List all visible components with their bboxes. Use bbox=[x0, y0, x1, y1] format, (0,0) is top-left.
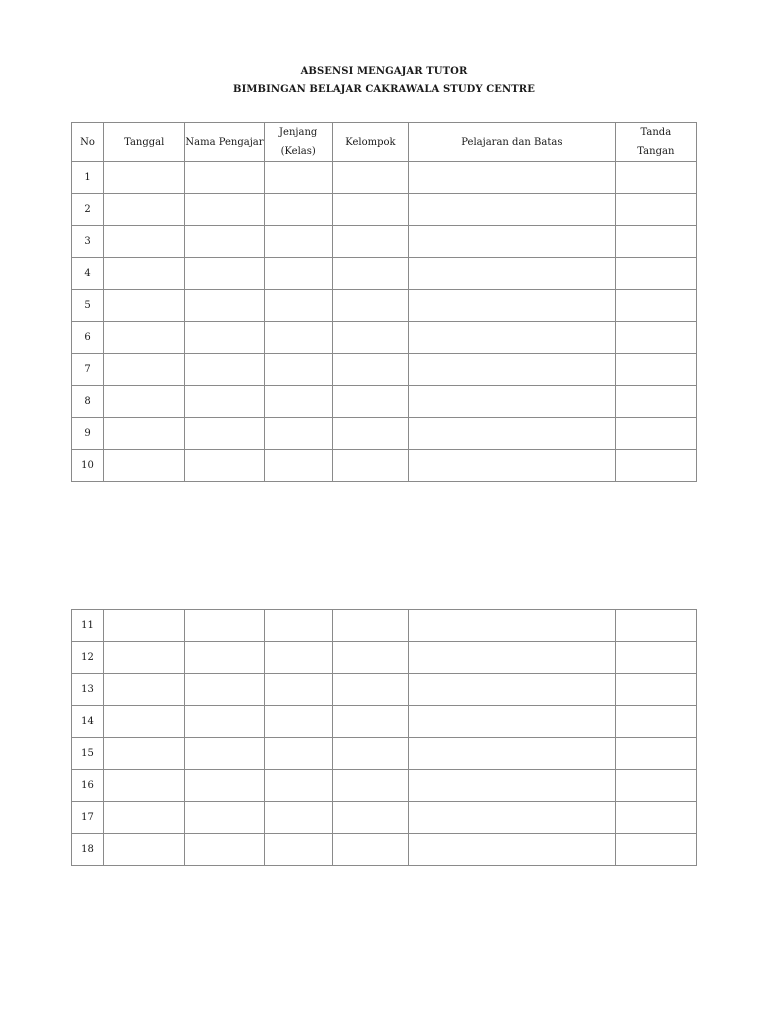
nama-pengajar-cell[interactable] bbox=[185, 450, 264, 482]
table-row bbox=[72, 194, 697, 226]
row-number-cell: 3 bbox=[72, 226, 104, 258]
nama-pengajar-cell[interactable] bbox=[185, 674, 264, 706]
jenjang-kelas-cell[interactable] bbox=[264, 226, 332, 258]
table-row bbox=[72, 706, 697, 738]
row-number-cell: 9 bbox=[72, 418, 104, 450]
nama-pengajar-cell[interactable] bbox=[185, 162, 264, 194]
table-row bbox=[72, 674, 697, 706]
jenjang-kelas-cell[interactable] bbox=[264, 322, 332, 354]
row-number-cell: 2 bbox=[72, 194, 104, 226]
nama-pengajar-cell[interactable] bbox=[185, 354, 264, 386]
jenjang-kelas-cell[interactable] bbox=[264, 450, 332, 482]
tanda-tangan-cell[interactable] bbox=[615, 194, 696, 226]
row-number-cell: 8 bbox=[72, 386, 104, 418]
pelajaran-dan-batas-cell[interactable] bbox=[409, 674, 616, 706]
row-number-cell: 12 bbox=[72, 642, 104, 674]
tanda-tangan-cell[interactable] bbox=[615, 322, 696, 354]
table-row bbox=[72, 642, 697, 674]
tanggal-cell[interactable] bbox=[104, 162, 185, 194]
header-jenjang-kelas: Jenjang (Kelas) bbox=[264, 123, 332, 162]
tanda-tangan-cell[interactable] bbox=[615, 770, 696, 802]
row-number-cell: 1 bbox=[72, 162, 104, 194]
pelajaran-dan-batas-cell[interactable] bbox=[409, 450, 616, 482]
pelajaran-dan-batas-cell[interactable] bbox=[409, 802, 616, 834]
nama-pengajar-cell[interactable] bbox=[185, 738, 264, 770]
table-row bbox=[72, 258, 697, 290]
tanda-tangan-cell[interactable] bbox=[615, 226, 696, 258]
pelajaran-dan-batas-cell[interactable] bbox=[409, 354, 616, 386]
pelajaran-dan-batas-cell[interactable] bbox=[409, 258, 616, 290]
tanda-tangan-cell[interactable] bbox=[615, 354, 696, 386]
tanggal-cell[interactable] bbox=[104, 610, 185, 642]
tanggal-cell[interactable] bbox=[104, 706, 185, 738]
kelompok-cell[interactable] bbox=[332, 386, 408, 418]
pelajaran-dan-batas-cell[interactable] bbox=[409, 386, 616, 418]
header-tanda-tangan: Tanda Tangan bbox=[615, 123, 696, 162]
tanda-tangan-cell[interactable] bbox=[615, 418, 696, 450]
document-subtitle: BIMBINGAN BELAJAR CAKRAWALA STUDY CENTRE bbox=[233, 84, 535, 95]
tanggal-cell[interactable] bbox=[104, 290, 185, 322]
pelajaran-dan-batas-cell[interactable] bbox=[409, 194, 616, 226]
tanda-tangan-cell[interactable] bbox=[615, 290, 696, 322]
kelompok-cell[interactable] bbox=[332, 834, 408, 866]
pelajaran-dan-batas-cell[interactable] bbox=[409, 322, 616, 354]
row-number-cell: 7 bbox=[72, 354, 104, 386]
table-row bbox=[72, 610, 697, 642]
table-row bbox=[72, 450, 697, 482]
nama-pengajar-cell[interactable] bbox=[185, 834, 264, 866]
nama-pengajar-cell[interactable] bbox=[185, 418, 264, 450]
tanggal-cell[interactable] bbox=[104, 322, 185, 354]
tanggal-cell[interactable] bbox=[104, 258, 185, 290]
kelompok-cell[interactable] bbox=[332, 226, 408, 258]
attendance-table-continued bbox=[71, 609, 697, 866]
tanda-tangan-cell[interactable] bbox=[615, 642, 696, 674]
nama-pengajar-cell[interactable] bbox=[185, 642, 264, 674]
row-number-cell: 4 bbox=[72, 258, 104, 290]
table-row bbox=[72, 738, 697, 770]
tanggal-cell[interactable] bbox=[104, 834, 185, 866]
row-number-cell: 14 bbox=[72, 706, 104, 738]
nama-pengajar-cell[interactable] bbox=[185, 706, 264, 738]
header-nama-pengajar: Nama Pengajar bbox=[185, 123, 264, 162]
jenjang-kelas-cell[interactable] bbox=[264, 770, 332, 802]
pelajaran-dan-batas-cell[interactable] bbox=[409, 418, 616, 450]
kelompok-cell[interactable] bbox=[332, 162, 408, 194]
tanggal-cell[interactable] bbox=[104, 386, 185, 418]
jenjang-kelas-cell[interactable] bbox=[264, 194, 332, 226]
kelompok-cell[interactable] bbox=[332, 258, 408, 290]
jenjang-kelas-cell[interactable] bbox=[264, 738, 332, 770]
nama-pengajar-cell[interactable] bbox=[185, 290, 264, 322]
tanda-tangan-cell[interactable] bbox=[615, 450, 696, 482]
jenjang-kelas-cell[interactable] bbox=[264, 290, 332, 322]
row-number-cell: 18 bbox=[72, 834, 104, 866]
pelajaran-dan-batas-cell[interactable] bbox=[409, 290, 616, 322]
tanggal-cell[interactable] bbox=[104, 674, 185, 706]
kelompok-cell[interactable] bbox=[332, 738, 408, 770]
jenjang-kelas-cell[interactable] bbox=[264, 354, 332, 386]
row-number-cell: 5 bbox=[72, 290, 104, 322]
tanggal-cell[interactable] bbox=[104, 194, 185, 226]
table-row bbox=[72, 802, 697, 834]
tanda-tangan-cell[interactable] bbox=[615, 834, 696, 866]
kelompok-cell[interactable] bbox=[332, 674, 408, 706]
table-row bbox=[72, 290, 697, 322]
header-no: No bbox=[72, 123, 104, 162]
tanda-tangan-cell[interactable] bbox=[615, 386, 696, 418]
table-row bbox=[72, 354, 697, 386]
table-row bbox=[72, 322, 697, 354]
table-row bbox=[72, 770, 697, 802]
tanda-tangan-cell[interactable] bbox=[615, 706, 696, 738]
kelompok-cell[interactable] bbox=[332, 418, 408, 450]
nama-pengajar-cell[interactable] bbox=[185, 610, 264, 642]
nama-pengajar-cell[interactable] bbox=[185, 258, 264, 290]
kelompok-cell[interactable] bbox=[332, 450, 408, 482]
pelajaran-dan-batas-cell[interactable] bbox=[409, 226, 616, 258]
nama-pengajar-cell[interactable] bbox=[185, 386, 264, 418]
tanggal-cell[interactable] bbox=[104, 642, 185, 674]
jenjang-kelas-cell[interactable] bbox=[264, 162, 332, 194]
tanggal-cell[interactable] bbox=[104, 770, 185, 802]
kelompok-cell[interactable] bbox=[332, 642, 408, 674]
kelompok-cell[interactable] bbox=[332, 290, 408, 322]
tanggal-cell[interactable] bbox=[104, 450, 185, 482]
table-row bbox=[72, 162, 697, 194]
nama-pengajar-cell[interactable] bbox=[185, 770, 264, 802]
row-number-cell: 10 bbox=[72, 450, 104, 482]
tanda-tangan-cell[interactable] bbox=[615, 802, 696, 834]
table-header bbox=[72, 123, 697, 162]
pelajaran-dan-batas-cell[interactable] bbox=[409, 770, 616, 802]
nama-pengajar-cell[interactable] bbox=[185, 226, 264, 258]
tanggal-cell[interactable] bbox=[104, 738, 185, 770]
kelompok-cell[interactable] bbox=[332, 322, 408, 354]
table-row bbox=[72, 386, 697, 418]
nama-pengajar-cell[interactable] bbox=[185, 194, 264, 226]
tanggal-cell[interactable] bbox=[104, 354, 185, 386]
document-title: ABSENSI MENGAJAR TUTOR bbox=[300, 66, 468, 77]
tanggal-cell[interactable] bbox=[104, 226, 185, 258]
tanda-tangan-cell[interactable] bbox=[615, 674, 696, 706]
table-body bbox=[72, 162, 697, 482]
kelompok-cell[interactable] bbox=[332, 194, 408, 226]
tanda-tangan-cell[interactable] bbox=[615, 258, 696, 290]
pelajaran-dan-batas-cell[interactable] bbox=[409, 610, 616, 642]
header-row bbox=[72, 123, 697, 162]
jenjang-kelas-cell[interactable] bbox=[264, 610, 332, 642]
pelajaran-dan-batas-cell[interactable] bbox=[409, 642, 616, 674]
tanggal-cell[interactable] bbox=[104, 802, 185, 834]
jenjang-kelas-cell[interactable] bbox=[264, 418, 332, 450]
table-row bbox=[72, 418, 697, 450]
tanda-tangan-cell[interactable] bbox=[615, 610, 696, 642]
kelompok-cell[interactable] bbox=[332, 802, 408, 834]
jenjang-kelas-cell[interactable] bbox=[264, 834, 332, 866]
tanggal-cell[interactable] bbox=[104, 418, 185, 450]
row-number-cell: 17 bbox=[72, 802, 104, 834]
table-body bbox=[72, 610, 697, 866]
nama-pengajar-cell[interactable] bbox=[185, 322, 264, 354]
kelompok-cell[interactable] bbox=[332, 706, 408, 738]
kelompok-cell[interactable] bbox=[332, 354, 408, 386]
tanda-tangan-cell[interactable] bbox=[615, 162, 696, 194]
jenjang-kelas-cell[interactable] bbox=[264, 642, 332, 674]
nama-pengajar-cell[interactable] bbox=[185, 802, 264, 834]
pelajaran-dan-batas-cell[interactable] bbox=[409, 706, 616, 738]
pelajaran-dan-batas-cell[interactable] bbox=[409, 162, 616, 194]
tanda-tangan-cell[interactable] bbox=[615, 738, 696, 770]
header-pelajaran-dan-batas: Pelajaran dan Batas bbox=[409, 123, 616, 162]
pelajaran-dan-batas-cell[interactable] bbox=[409, 834, 616, 866]
row-number-cell: 11 bbox=[72, 610, 104, 642]
row-number-cell: 16 bbox=[72, 770, 104, 802]
jenjang-kelas-cell[interactable] bbox=[264, 802, 332, 834]
kelompok-cell[interactable] bbox=[332, 610, 408, 642]
jenjang-kelas-cell[interactable] bbox=[264, 386, 332, 418]
attendance-table bbox=[71, 122, 697, 482]
jenjang-kelas-cell[interactable] bbox=[264, 258, 332, 290]
jenjang-kelas-cell[interactable] bbox=[264, 674, 332, 706]
row-number-cell: 13 bbox=[72, 674, 104, 706]
table-row bbox=[72, 834, 697, 866]
row-number-cell: 6 bbox=[72, 322, 104, 354]
header-tanggal: Tanggal bbox=[104, 123, 185, 162]
kelompok-cell[interactable] bbox=[332, 770, 408, 802]
pelajaran-dan-batas-cell[interactable] bbox=[409, 738, 616, 770]
row-number-cell: 15 bbox=[72, 738, 104, 770]
header-kelompok: Kelompok bbox=[332, 123, 408, 162]
jenjang-kelas-cell[interactable] bbox=[264, 706, 332, 738]
table-row bbox=[72, 226, 697, 258]
